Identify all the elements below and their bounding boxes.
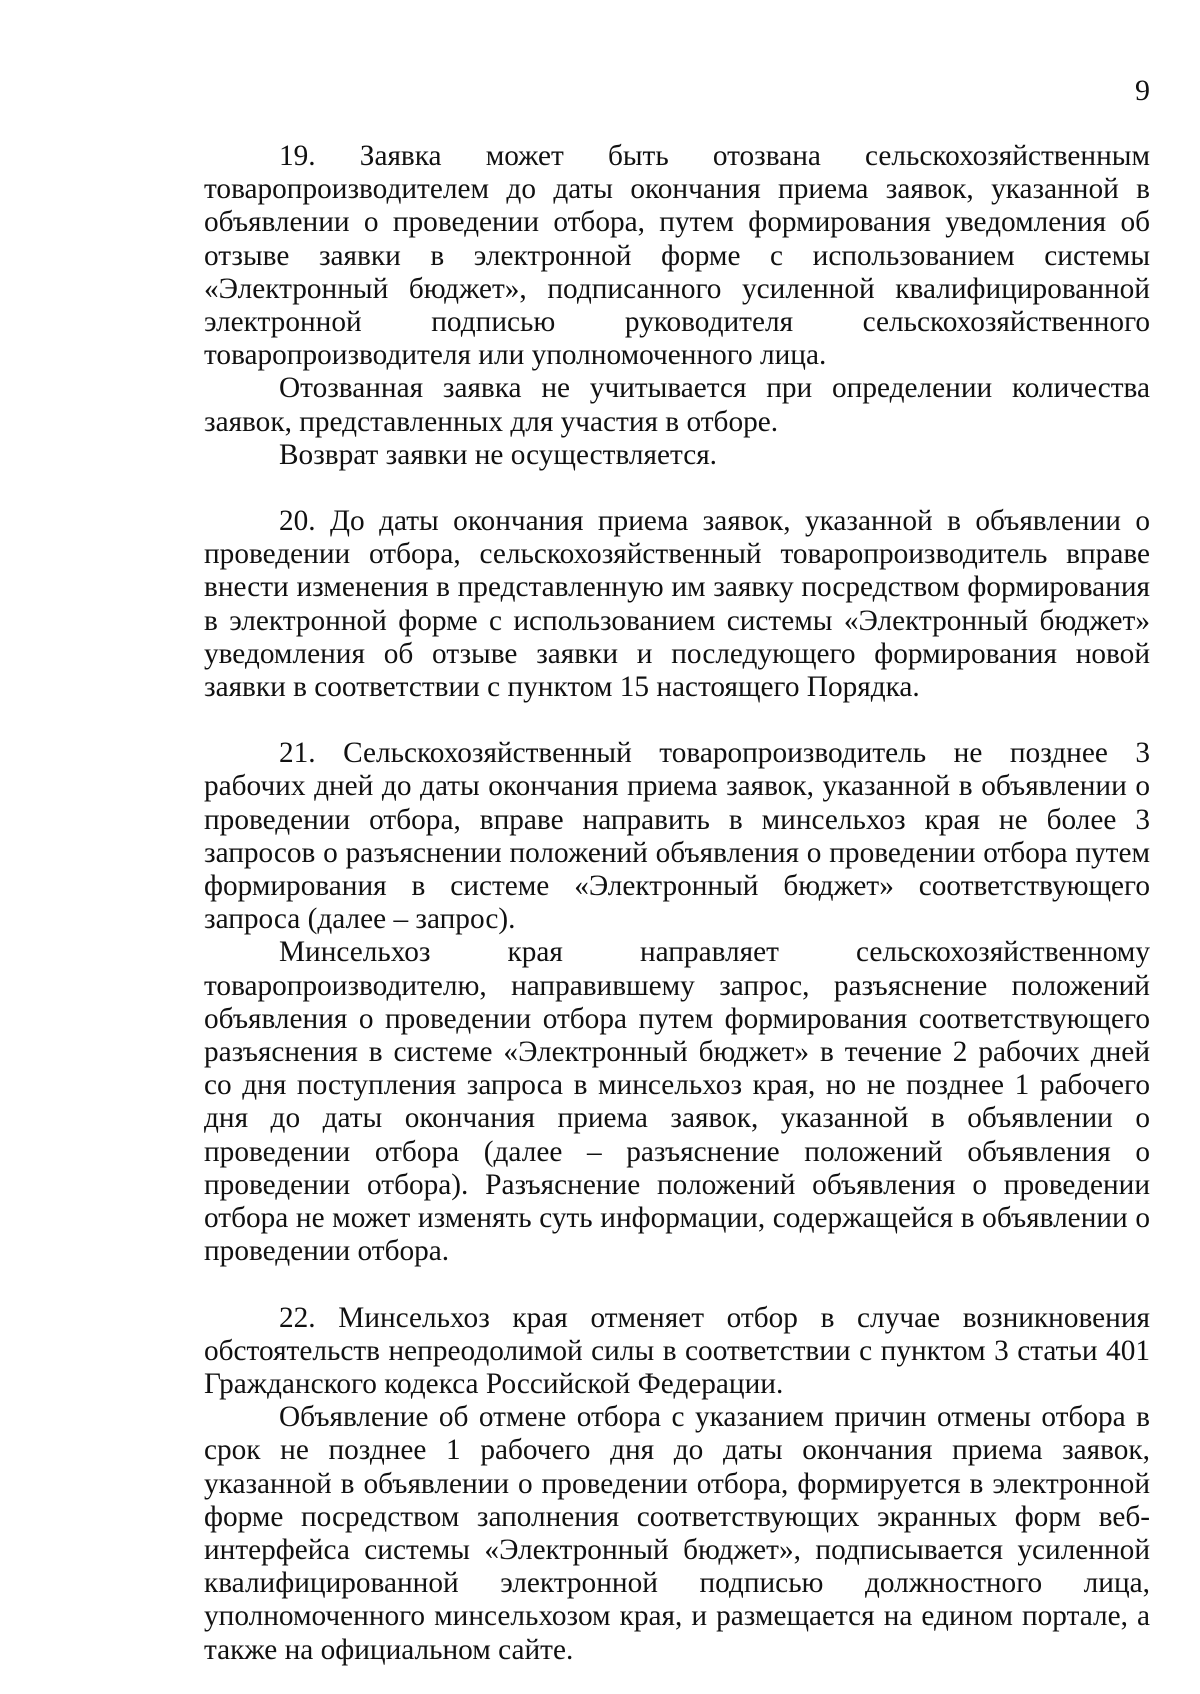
paragraph: 19. Заявка может быть отозвана сельскохозяйственным товаропроизводителем до даты окончания приема заявок, указанной в объявлении о проведении отбора, путем формирования уведомления об отзыве заявки в электронной форме с использованием системы «Электронный бюджет», подписанного усиленной квалифицированной электронной подписью руководителя сельскохозяйственного товаропроизводителя или уполномоченного лица. — [204, 140, 1150, 372]
paragraph: 22. Минсельхоз края отменяет отбор в случае возникновения обстоятельств непреодолимой силы в соответствии с пунктом 3 статьи 401 Гражданского кодекса Российской Федерации. — [204, 1301, 1150, 1400]
clause-20 — [204, 505, 1150, 704]
section-spacer — [204, 472, 1150, 505]
paragraph: Минсельхоз края направляет сельскохозяйственному товаропроизводителю, направившему запрос, разъяснение положений объявления о проведении отбора путем формирования соответствующего разъяснения в системе «Электронный бюджет» в течение 2 рабочих дней со дня поступления запроса в минсельхоз края, но не позднее 1 рабочего дня до даты окончания приема заявок, указанной в объявлении о проведении отбора (далее – разъяснение положений объявления о проведении отбора). Разъяснение положений объявления о проведении отбора не может изменять суть информации, содержащейся в объявлении о проведении отбора. — [204, 936, 1150, 1268]
page-number: 9 — [1135, 74, 1150, 107]
paragraph: Отозванная заявка не учитывается при определении количества заявок, представленных для участия в отборе. — [204, 372, 1150, 438]
paragraph: 20. До даты окончания приема заявок, указанной в объявлении о проведении отбора, сельскохозяйственный товаропроизводитель вправе внести изменения в представленную им заявку посредством формирования в электронной форме с использованием системы «Электронный бюджет» уведомления об отзыве заявки и последующего формирования новой заявки в соответствии с пунктом 15 настоящего Порядка. — [204, 505, 1150, 704]
paragraph: Возврат заявки не осуществляется. — [279, 438, 717, 471]
clause-21 — [204, 737, 1150, 1268]
paragraph: 21. Сельскохозяйственный товаропроизводитель не позднее 3 рабочих дней до даты окончания приема заявок, указанной в объявлении о проведении отбора, вправе направить в минсельхоз края не более 3 запросов о разъяснении положений объявления о проведении отбора путем формирования в системе «Электронный бюджет» соответствующего запроса (далее – запрос). — [204, 737, 1150, 936]
paragraph: Объявление об отмене отбора с указанием причин отмены отбора в срок не позднее 1 рабочего дня до даты окончания приема заявок, указанной в объявлении о проведении отбора, формируется в электронной форме посредством заполнения соответствующих экранных форм веб-интерфейса системы «Электронный бюджет», подписывается усиленной квалифицированной электронной подписью должностного лица, уполномоченного минсельхозом края, и размещается на едином портале, а также на официальном сайте. — [204, 1401, 1150, 1666]
section-spacer — [204, 704, 1150, 737]
clause-19 — [204, 140, 1150, 472]
document-body — [204, 140, 1150, 1667]
clause-22 — [204, 1302, 1150, 1667]
section-spacer — [204, 1269, 1150, 1302]
